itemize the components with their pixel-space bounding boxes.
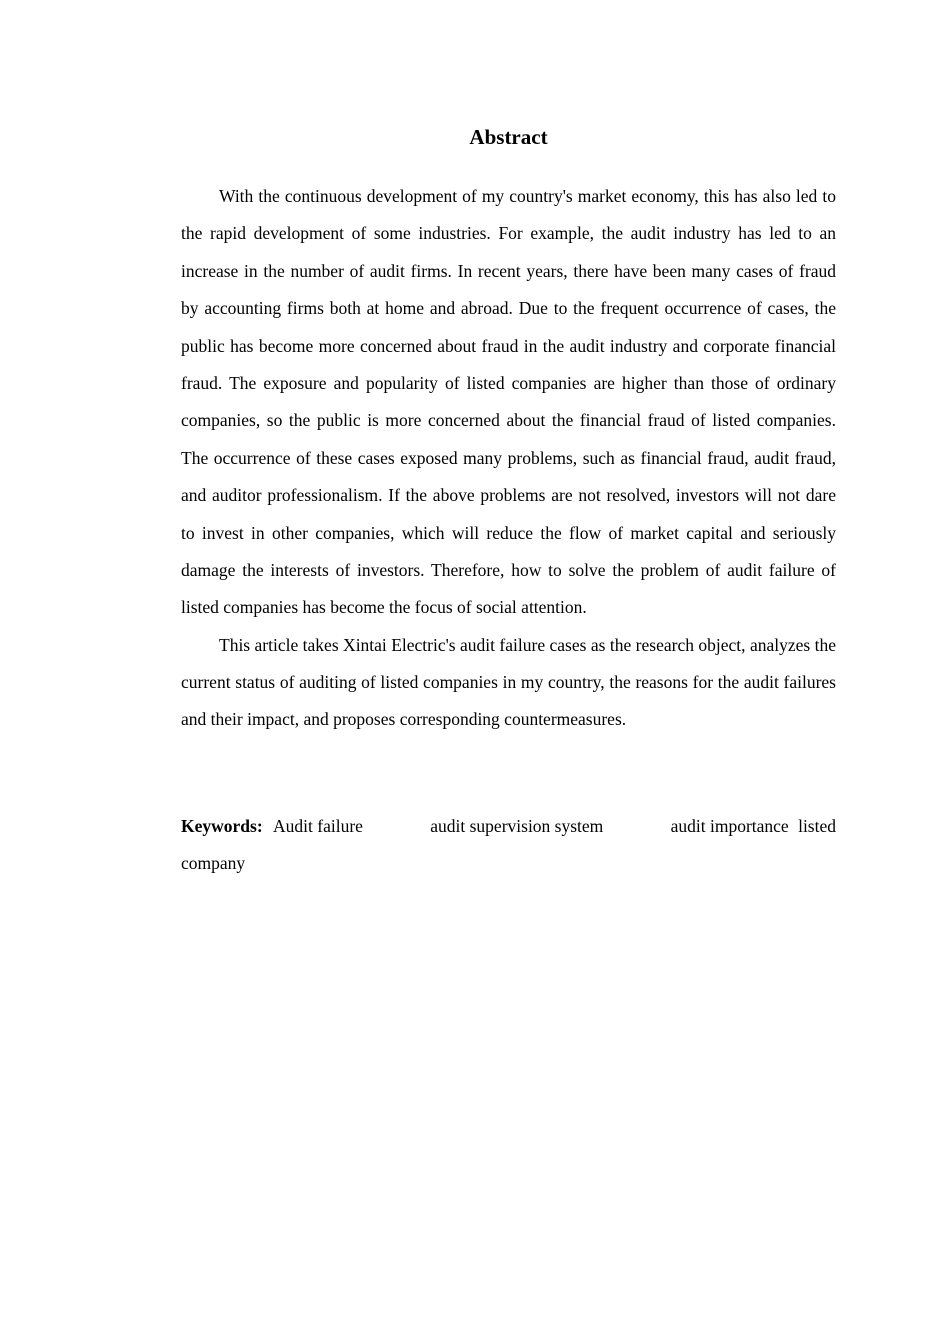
keywords-label: Keywords: bbox=[181, 816, 263, 836]
abstract-title: Abstract bbox=[469, 125, 548, 149]
abstract-paragraph-2: This article takes Xintai Electric's audit failure cases as the research object, analyzes the current status of auditing of listed companies in my country, the reasons for the audit failures and their impact, and proposes corresponding countermeasures. bbox=[181, 634, 836, 730]
abstract-paragraph-1: With the continuous development of my country's market economy, this has also led to the rapid development of some industries. For example, the audit industry has led to an increase in the number of audit firms. In recent years, there have been many cases of fraud by accounting firms both at home and abroad. Due to the frequent occurrence of cases, the public has become more concerned about fraud in the audit industry and corporate financial fraud. The exposure and popularity of listed companies are higher than those of ordinary companies, so the public is more concerned about the financial fraud of listed companies. The occurrence of these cases exposed many problems, such as financial fraud, audit fraud, and auditor professionalism. If the above problems are not resolved, investors will not dare to invest in other companies, which will reduce the flow of market capital and seriously damage the interests of investors. Therefore, how to solve the problem of audit failure of listed companies has become the focus of social attention. bbox=[181, 186, 836, 618]
keyword-item: audit supervision system bbox=[430, 816, 604, 836]
keywords-line-1 bbox=[181, 808, 836, 845]
abstract-body bbox=[181, 178, 836, 738]
keywords-section bbox=[181, 808, 836, 883]
keyword-item: company bbox=[181, 853, 246, 874]
keyword-item: listed bbox=[798, 816, 836, 836]
keyword-item: Audit failure bbox=[273, 816, 363, 836]
keyword-item: audit importance bbox=[670, 816, 789, 836]
